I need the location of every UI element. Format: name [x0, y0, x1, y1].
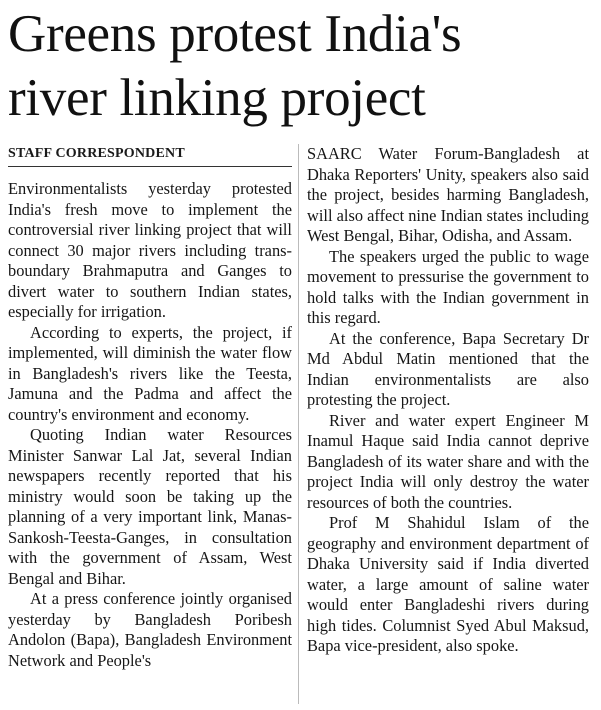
article-column-right: [307, 144, 589, 657]
byline: STAFF CORRESPONDENT: [8, 144, 292, 167]
headline-line-1: Greens protest India's: [8, 5, 462, 63]
headline-line-2: river linking project: [8, 69, 426, 127]
headline: [8, 2, 598, 130]
paragraph: Environmentalists yesterday protested India's fresh move to implement the controversial river linking project that will connect 30 major rivers including trans-boundary Brahmaputra and Ganges to divert water to southern Indian states, especially for irrigation.: [8, 179, 292, 321]
paragraph: Prof M Shahidul Islam of the geography and environment department of Dhaka University said if India diverted water, a large amount of saline water would enter Bangladeshi rivers during high tides. Columnist Syed Abul Maksud, Bapa vice-president, also spoke.: [307, 513, 589, 655]
paragraph: River and water expert Engineer M Inamul Haque said India cannot deprive Bangladesh of its water share and with the project India will only destroy the water resources of both the countries.: [307, 410, 589, 512]
paragraph: The speakers urged the public to wage movement to pressurise the government to hold talks with the Indian government in this regard.: [307, 246, 589, 327]
column-divider: [298, 144, 299, 704]
paragraph: At a press conference jointly organised yesterday by Bangladesh Poribesh Andolon (Bapa), Bangladesh Environment Network and People's: [8, 589, 292, 670]
left-column-body: [8, 179, 292, 671]
paragraph: SAARC Water Forum-Bangladesh at Dhaka Reporters' Unity, speakers also said the project, besides harming Bangladesh, will also affect nine Indian states including West Bengal, Bihar, Odisha, and Assam.: [307, 144, 589, 245]
paragraph: According to experts, the project, if implemented, will diminish the water flow in Bangladesh's rivers like the Teesta, Jamuna and the Padma and affect the country's environment and economy.: [8, 322, 292, 424]
paragraph: Quoting Indian water Resources Minister Sanwar Lal Jat, several Indian newspapers recently reported that his ministry would soon be taking up the planning of a very important link, Manas-Sankosh-Teesta-Ganges, in consultation with the government of Assam, West Bengal and Bihar.: [8, 425, 292, 588]
paragraph: At the conference, Bapa Secretary Dr Md Abdul Matin mentioned that the Indian environmentalists are also protesting the project.: [307, 328, 589, 409]
